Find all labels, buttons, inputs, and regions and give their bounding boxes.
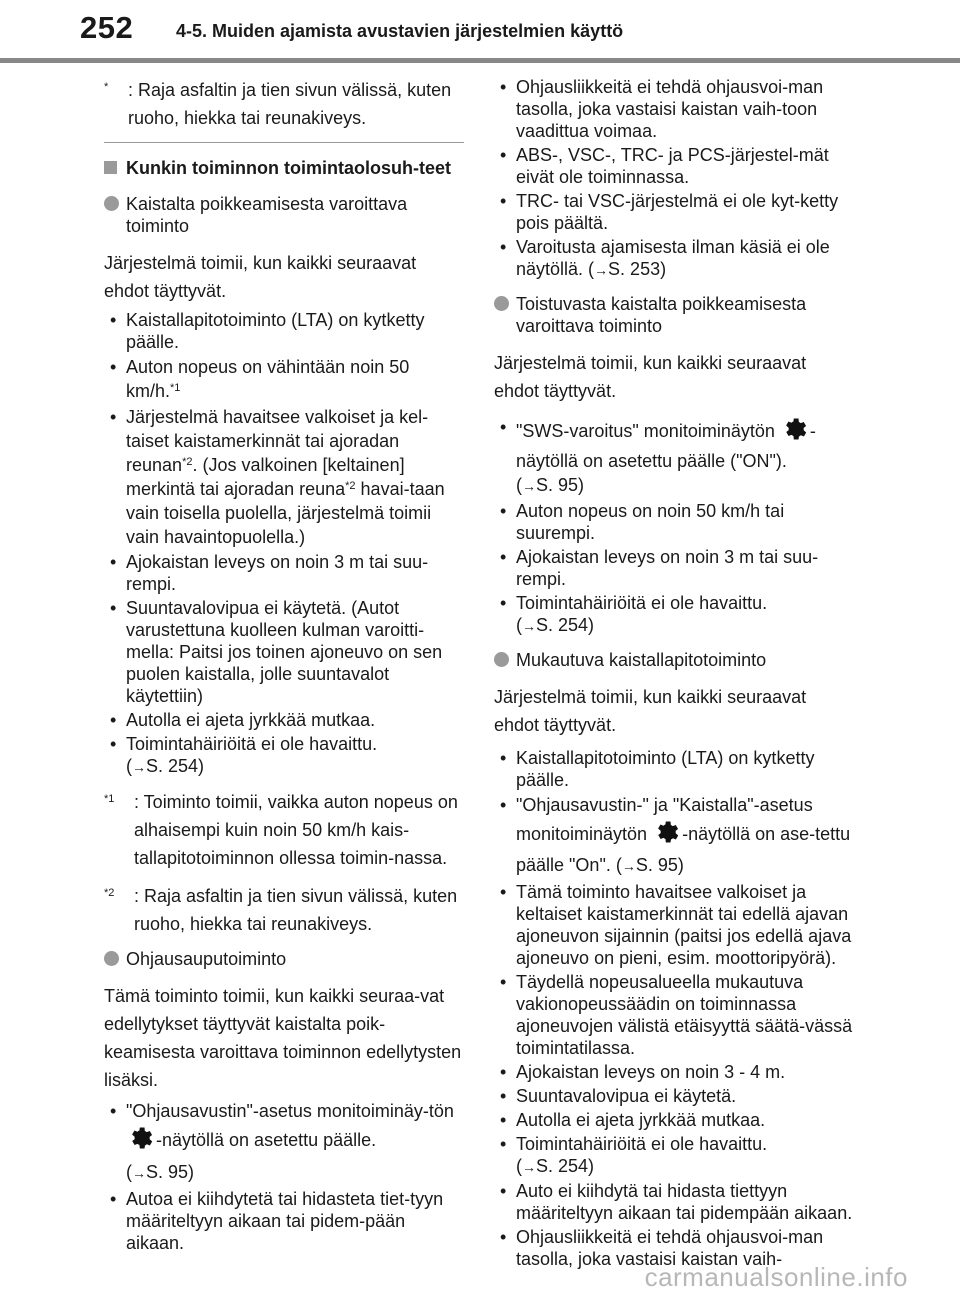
list-item: • Autolla ei ajeta jyrkkää mutkaa. (500, 1110, 766, 1130)
section-heading (104, 157, 464, 179)
arrow-icon: → (522, 618, 536, 634)
page-reference[interactable]: (→S. 95) (126, 1162, 195, 1182)
arrow-icon: → (132, 1165, 146, 1181)
footnote-2: $^{*2}$ : Raja asfaltin ja tien sivun välissä, kuten ruoho, hiekka tai reunakiveys. (104, 886, 458, 934)
right-column (494, 76, 854, 1272)
gear-icon (781, 415, 809, 449)
paragraph: Järjestelmä toimii, kun kaikki seuraavat ehdot täyttyvät. (104, 253, 417, 301)
section-title: 4-5. Muiden ajamista avustavien järjestelmien käyttö (176, 21, 624, 41)
page-reference[interactable]: →S. 253) (594, 259, 667, 279)
list-item: • Kaistallapitotoiminto (LTA) on kytketty päälle. (500, 748, 815, 790)
circle-marker-icon (104, 196, 119, 211)
list-item: • Auto ei kiihdytä tai hidasta tiettyyn määriteltyyn aikaan tai pidempään aikaan. (500, 1181, 853, 1223)
arrow-icon: → (594, 262, 609, 278)
gear-icon (127, 1124, 155, 1159)
circle-marker-icon (494, 652, 509, 667)
footnote-ref: *1 (170, 382, 181, 394)
footnote-text: : Raja asfaltin ja tien sivun välissä, kuten ruoho, hiekka tai reunakiveys. (128, 80, 452, 128)
gear-icon (653, 818, 681, 853)
list-item: • TRC- tai VSC-järjestelmä ei ole kyt-ketty pois päältä. (500, 191, 839, 233)
list-item: • Varoitusta ajamisesta ilman käsiä ei ole näytöllä. (→S. 253) (500, 237, 830, 279)
arrow-icon: → (522, 1159, 536, 1175)
list-item: • Ajokaistan leveys on noin 3 m tai suu-rempi. (110, 552, 429, 594)
list-item: • Suuntavalovipua ei käytetä. (500, 1086, 737, 1106)
page-reference[interactable]: (→S. 254) (126, 756, 205, 776)
circle-marker-icon (494, 296, 509, 311)
list-item: • "Ohjausavustin"-asetus monitoiminäy-tön -näytöllä on asetettu päälle. (→S. 95) (110, 1101, 454, 1182)
page-header (0, 0, 960, 62)
arrow-icon: → (621, 858, 636, 874)
list-item: • Täydellä nopeusalueella mukautuva vakionopeussäädin on toiminnassa ajoneuvojen välistä etäisyyttä säätä-vässä toimintatilassa. (500, 972, 853, 1058)
arrow-icon: → (132, 759, 146, 775)
subheading-lane-departure (104, 193, 464, 237)
list-item: • Tämä toiminto havaitsee valkoiset ja keltaiset kaistamerkinnät tai edellä ajavan ajoneuvon sijainnin (paitsi jos edellä ajava ajoneuvo on pieni, esim. moottoripyörä). (500, 882, 852, 968)
list-item: • Toimintahäiriöitä ei ole havaittu. (→S. 254) (500, 593, 768, 635)
list-item: • Ajokaistan leveys on noin 3 m tai suu-rempi. (500, 547, 819, 589)
list-item: • Ajokaistan leveys on noin 3 - 4 m. (500, 1062, 786, 1082)
list-item: • Toimintahäiriöitä ei ole havaittu. (→S. 254) (500, 1134, 768, 1176)
list-item: • "Ohjausavustin-" ja "Kaistalla"-asetus monitoiminäytön -näytöllä on ase-tettu päälle "On". (→S. 95) (500, 795, 851, 875)
subheading-adaptive-lane-keeping: Mukautuva kaistallapitotoiminto (494, 649, 854, 671)
left-column (104, 76, 464, 1256)
subheading-steering-assist: Ohjausauputoiminto (104, 948, 464, 970)
footnote-ref: *2 (182, 456, 193, 468)
page-reference[interactable]: (→S. 254) (516, 615, 595, 635)
footnote-top (104, 76, 464, 132)
heading-text: Kunkin toiminnon toimintaolosuh-teet (126, 158, 451, 178)
list-item: • Auton nopeus on noin 50 km/h tai suurempi. (500, 501, 785, 543)
list-item: • "SWS-varoitus" monitoiminäytön -näytöllä on asetettu päälle ("ON"). (→S. 95) (500, 417, 816, 495)
footnote-ref: *2 (345, 480, 356, 492)
footnote-1: $^{*1}$ : Toiminto toimii, vaikka auton nopeus on alhaisempi kuin noin 50 km/h kais-tallapitotoiminnon ollessa toimin-nassa. (104, 792, 458, 868)
list-item: • Ohjausliikkeitä ei tehdä ohjausvoi-man tasolla, joka vastaisi kaistan vaih-toon vaadittua voimaa. (500, 77, 824, 141)
list-item: • Auton nopeus on vähintään noin 50 km/h.$^{*1}$ (110, 357, 410, 401)
list-item: • Järjestelmä havaitsee valkoiset ja kel-taiset kaistamerkinnät tai ajoradan reunan$^{*2}$. (Jos valkoinen [keltainen] merkintä tai ajoradan reuna$^{*2}$ havai-taan vain toisella puolella, järjestelmä toimii vain havaintopuolella.) (110, 407, 445, 547)
subheading-text: Kaistalta poikkeamisesta varoittava toiminto (126, 194, 408, 236)
arrow-icon: → (522, 478, 536, 494)
square-marker-icon (104, 161, 117, 174)
list-item: • Autoa ei kiihdytetä tai hidasteta tiet-tyyn määriteltyyn aikaan tai pidem-pään aikaan. (110, 1189, 444, 1253)
list-item: • Kaistallapitotoiminto (LTA) on kytketty päälle. (110, 310, 425, 352)
list-item: • Suuntavalovipua ei käytetä. (Autot varustettuna kuolleen kulman varoitti-mella: Paitsi jos toinen ajoneuvo on sen puolen kaistalla, jolle suuntavalot käytettiin) (110, 598, 443, 706)
list-item: • ABS-, VSC-, TRC- ja PCS-järjestel-mät eivät ole toiminnassa. (500, 145, 829, 187)
paragraph: Tämä toiminto toimii, kun kaikki seuraa-vat edellytykset täyttyvät kaistalta poik-keamisesta varoittava toiminnon edellytysten lisäksi. (104, 986, 462, 1090)
footnote-mark: * (104, 81, 109, 93)
page-number: 252 (80, 10, 134, 45)
paragraph: Järjestelmä toimii, kun kaikki seuraavat ehdot täyttyvät. (494, 353, 807, 401)
list-item: • Ohjausliikkeitä ei tehdä ohjausvoi-man tasolla, joka vastaisi kaistan vaih- (500, 1227, 824, 1269)
page-reference[interactable]: →S. 95) (621, 855, 684, 875)
divider (104, 142, 464, 143)
list-item: • Autolla ei ajeta jyrkkää mutkaa. (110, 710, 376, 730)
circle-marker-icon (104, 951, 119, 966)
page-reference[interactable]: (→S. 254) (516, 1156, 595, 1176)
paragraph: Järjestelmä toimii, kun kaikki seuraavat ehdot täyttyvät. (494, 687, 807, 735)
page-reference[interactable]: (→S. 95) (516, 475, 585, 495)
watermark: carmanualsonline.info (644, 1262, 908, 1292)
header-rule (0, 58, 960, 63)
list-item: • Toimintahäiriöitä ei ole havaittu. (→S. 254) (110, 734, 378, 776)
subheading-repeated-departure: Toistuvasta kaistalta poikkeamisesta varoittava toiminto (494, 293, 854, 337)
